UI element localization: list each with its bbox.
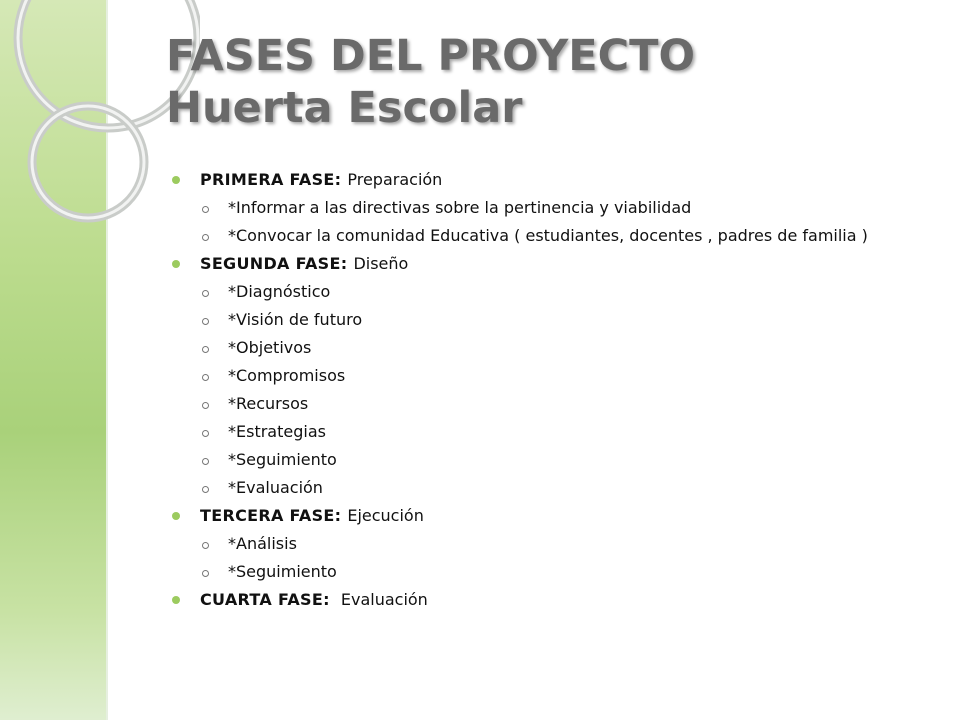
sub-item: *Compromisos xyxy=(170,362,930,390)
sub-item: *Informar a las directivas sobre la pertinencia y viabilidad xyxy=(170,194,930,222)
sub-item: *Estrategias xyxy=(170,418,930,446)
phase-detail: Diseño xyxy=(353,254,409,273)
phase-item xyxy=(170,586,930,614)
title-line-2: Huerta Escolar xyxy=(166,83,523,133)
sub-item: *Diagnóstico xyxy=(170,278,930,306)
sub-item: *Convocar la comunidad Educativa ( estudiantes, docentes , padres de familia ) xyxy=(170,222,930,250)
phase-name: SEGUNDA FASE: xyxy=(200,254,348,273)
phase-detail: Preparación xyxy=(347,170,443,189)
sub-item: *Evaluación xyxy=(170,474,930,502)
phase-item xyxy=(170,166,930,194)
phase-name: TERCERA FASE: xyxy=(200,506,342,525)
sub-item: *Seguimiento xyxy=(170,558,930,586)
phase-name: CUARTA FASE: xyxy=(200,590,330,609)
sub-item: *Recursos xyxy=(170,390,930,418)
sub-item: *Seguimiento xyxy=(170,446,930,474)
sub-item: *Objetivos xyxy=(170,334,930,362)
phase-item xyxy=(170,250,930,278)
phase-name: PRIMERA FASE: xyxy=(200,170,342,189)
phase-detail: Evaluación xyxy=(335,590,428,609)
title-line-1: FASES DEL PROYECTO xyxy=(166,31,696,81)
phase-list xyxy=(170,166,930,614)
phase-detail: Ejecución xyxy=(347,506,424,525)
sub-item: *Análisis xyxy=(170,530,930,558)
phase-item xyxy=(170,502,930,530)
slide-title xyxy=(166,30,695,134)
sub-item: *Visión de futuro xyxy=(170,306,930,334)
